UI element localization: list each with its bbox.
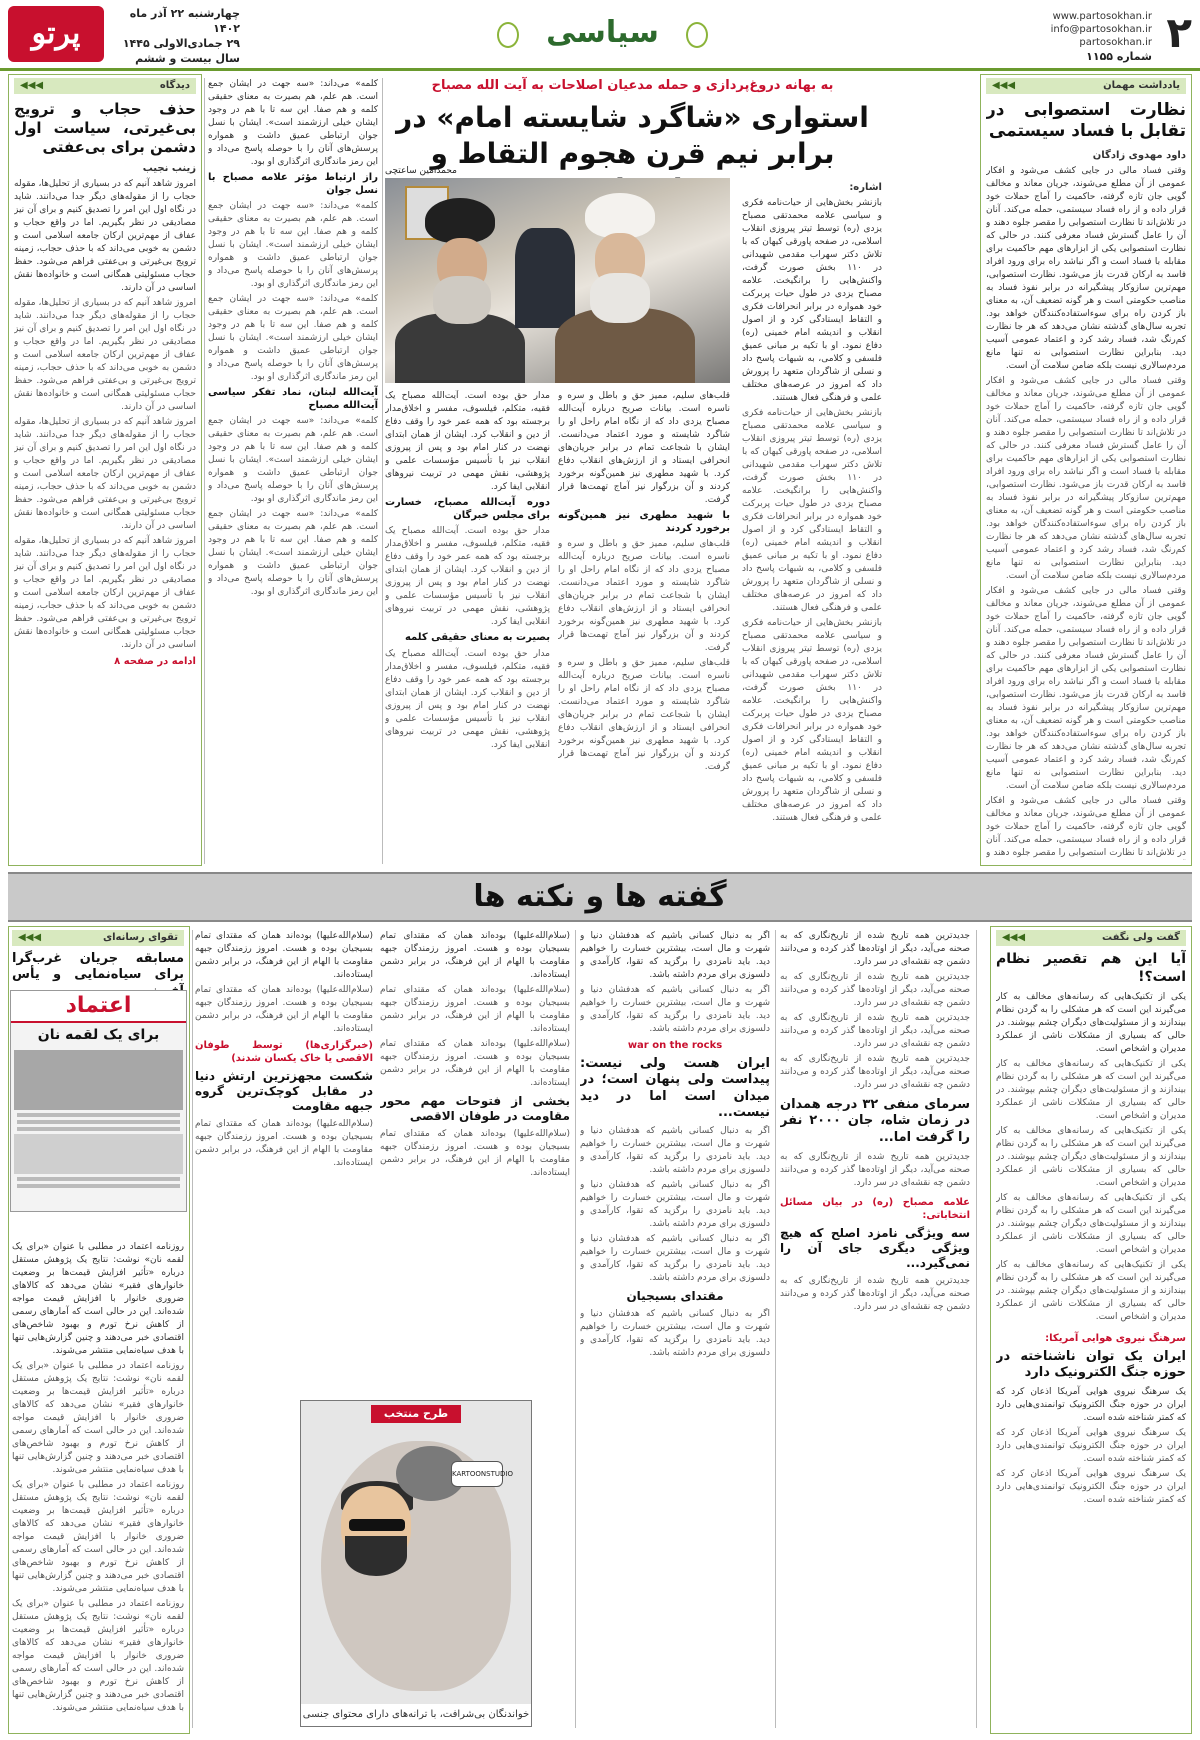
arrows-icon: ◀◀◀ bbox=[20, 80, 44, 91]
feature-col-d-cont2: کلمه» می‌داند: «سه جهت در ایشان جمع است. هم علم، هم بصیرت به معنای حقیقی کلمه و هم صفا. این سه تا با هم در وجود ایشان خیلی ارزشمند است». ایشان با نسل جوان ارتباطی عمیق داشت و همواره پرسش‌های آنان را با حوصله پاسخ می‌داد و این رمز ماندگاری اثرگذاری او بود. bbox=[208, 294, 378, 382]
c1-body-2-cont: یک سرهنگ نیروی هوایی آمریکا اذعان کرد که ایران در حوزه جنگ الکترونیک توانمندی‌هایی دارد که کمتر شناخته شده است. bbox=[996, 1427, 1186, 1464]
viewpoint-body-cont3: امروز شاهد آنیم که در بسیاری از تحلیل‌ها، مقوله حجاب را از مقوله‌های دیگر جدا می‌دانند. شاید در نگاه اول این امر را تصدیق کنیم و برای آن نیز مصادیقی در نظر بگیریم. اما در واقع حجاب و عفاف از مهم‌ترین ارکان جامعه اسلامی است و دشمن به خوبی می‌داند که با حذف حجاب، زمینه ترویج بی‌غیرتی و بی‌عفتی فراهم می‌شود. حفظ حجاب مسئولیتی همگانی است و خانواده‌ها نقش اساسی در آن دارند. bbox=[14, 536, 196, 651]
date-hijri: ۲۹ جمادی‌الاولی ۱۴۴۵ bbox=[122, 37, 240, 50]
feature-author: محمدامین ساعتچی bbox=[385, 166, 457, 176]
c2-headline-2[interactable]: سه ویژگی نامزد اصلح که هیچ ویژگی دیگری جای آن را نمی‌گیرد... bbox=[780, 1225, 970, 1270]
feature-subhead-2: راز ارتباط مؤثر علامه مصباح با نسل جوان bbox=[208, 172, 378, 196]
viewpoint-kicker: دیدگاه ◀◀◀ bbox=[14, 78, 196, 94]
c3-headline[interactable]: ایران هست ولی نیست: پیداست ولی پنهان است؛ در میدان است اما در دید نیست... bbox=[580, 1056, 770, 1120]
c1-body-cont3: یکی از تکنیک‌هایی که رسانه‌های مخالف به کار می‌گیرند این است که هر مشکلی را به گردن نظام بیندازند و از مسئولیت‌های دیگران چشم بپوشند. در حالی که بسیاری از مشکلات ناشی از عملکرد مدیران و اشخاص است. bbox=[996, 1193, 1186, 1255]
guest-note-body-cont2: وقتی فساد مالی در جایی کشف می‌شود و افکار عمومی از آن مطلع می‌شوند، جریان معاند و مخالف گویی جان تازه گرفته، حاکمیت را آماج حملات خود قرار داده و از راه فساد سیستمی، حمله می‌کند. آنان در تلاش‌اند تا نظارت استصوابی را مقصر جلوه دهند و آن را عامل گسترش فساد معرفی کنند. در حالی که نظارت استصوابی یکی از ابزارهای مهم حاکمیت برای مقابله با فساد است و اگر نباشد راه برای ورود افراد فاسد به ارکان قدرت باز می‌شود. نظارت استصوابی، مهم‌ترین سازوکار پیشگیرانه در برابر نفوذ فساد به مناصب حکومتی است و هر گونه تضعیف آن، به معنای باز کردن راه برای سوءاستفاده‌کنندگان خواهد بود. تجربه سال‌های گذشته نشان می‌دهد که هر جا نظارت کم‌رنگ شد، فساد رشد کرد و اعتماد عمومی آسیب دید. بنابراین نظارت استصوابی نه تنها مانع مردم‌سالاری نیست بلکه ضامن سلامت آن است. bbox=[986, 585, 1186, 791]
column-divider bbox=[204, 78, 205, 864]
newspaper-image bbox=[14, 1134, 183, 1174]
c5-headline[interactable]: مسابقه جریان غرب‌گرا برای سیاه‌نمایی و یأس bbox=[12, 951, 184, 983]
cartoon-signature: KARTOONSTUDIO bbox=[451, 1461, 503, 1487]
header-urls bbox=[1051, 10, 1152, 49]
feature-col-b-body: قلب‌های سلیم، ممیز حق و باطل و سره و ناسره است. بیانات صریح درباره آیت‌الله مصباح یزدی داد که از نگاه امام راحل او را شاگرد شایسته و مورد اعتماد می‌دانست. ایشان با شجاعت تمام در برابر جریان‌های انحرافی ایستاد و از ارزش‌های انقلاب دفاع کرد. با شهید مطهری نیز همین‌گونه برخورد کردند و آن بزرگوار نیز آماج تهمت‌ها قرار گرفت. bbox=[558, 391, 730, 505]
c2-subkicker: علامه مصباح (ره) در بیان مسائل انتخاباتی: bbox=[780, 1196, 970, 1221]
arrows-icon: ◀◀◀ bbox=[1002, 932, 1026, 943]
c2-body: جدیدترین همه تاریخ شده از تاریخ‌نگاری که به صحنه می‌آید، دیگر از اوتاده‌ها گذر کرده و می‌دانند دشمن چه نقشه‌ای در سر دارد. bbox=[780, 931, 970, 967]
c2-headline[interactable]: سرمای منفی ۳۲ درجه همدان در زمان شاه، جان ۲۰۰۰ نفر را گرفت اما... bbox=[780, 1097, 970, 1145]
bottom-col-1 bbox=[996, 930, 1186, 1728]
column-divider bbox=[192, 930, 193, 1728]
issue-number: شماره ۱۱۵۵ bbox=[1086, 50, 1152, 63]
c1-body-cont: یکی از تکنیک‌هایی که رسانه‌های مخالف به کار می‌گیرند این است که هر مشکلی را به گردن نظام بیندازند و از مسئولیت‌های دیگران چشم بپوشند. در حالی که بسیاری از مشکلات ناشی از عملکرد مدیران و اشخاص است. bbox=[996, 1059, 1186, 1121]
c2-body-cont4: جدیدترین همه تاریخ شده از تاریخ‌نگاری که به صحنه می‌آید، دیگر از اوتاده‌ها گذر کرده و می‌دانند دشمن چه نقشه‌ای در سر دارد. bbox=[780, 1151, 970, 1188]
newspaper-image bbox=[14, 1050, 183, 1110]
feature-col-a bbox=[742, 178, 882, 864]
guest-note-kicker: یادداشت مهمان ◀◀◀ bbox=[986, 78, 1186, 94]
c4b-body-cont2: (سلام‌الله‌علیها) بوده‌اند همان که مقتدای تمام بسیجیان بوده و هست. امروز رزمندگان جبهه مقاومت با الهام از این فرهنگ، در برابر دشمن ایستاده‌اند. bbox=[195, 1119, 373, 1168]
bottom-col-2 bbox=[780, 930, 970, 1728]
viewpoint-body-cont2: امروز شاهد آنیم که در بسیاری از تحلیل‌ها، مقوله حجاب را از مقوله‌های دیگر جدا می‌دانند. شاید در نگاه اول این امر را تصدیق کنیم و برای آن نیز مصادیقی در نظر بگیریم. اما در واقع حجاب و عفاف از مهم‌ترین ارکان جامعه اسلامی است و دشمن به خوبی می‌داند که با حذف حجاب، زمینه ترویج بی‌غیرتی و بی‌عفتی فراهم می‌شود. حفظ حجاب مسئولیتی همگانی است و خانواده‌ها نقش اساسی در آن دارند. bbox=[14, 417, 196, 532]
c1-body-cont2: یکی از تکنیک‌هایی که رسانه‌های مخالف به کار می‌گیرند این است که هر مشکلی را به گردن نظام بیندازند و از مسئولیت‌های دیگران چشم بپوشند. در حالی که بسیاری از مشکلات ناشی از عملکرد مدیران و اشخاص است. bbox=[996, 1126, 1186, 1188]
guest-note-headline[interactable]: نظارت استصوابی در تقابل با فساد سیستمی bbox=[986, 100, 1186, 142]
c3-body-cont4: اگر به دنبال کسانی باشیم که هدفشان دنیا و شهرت و مال است، بیشترین خسارت را خواهیم دید. باید نامزدی را برگزید که تقوا، کارآمدی و دلسوزی برای مردم داشته باشد. bbox=[580, 1234, 770, 1283]
c5-body: روزنامه اعتماد در مطلبی با عنوان «برای یک لقمه نان» نوشت: نتایج یک پژوهش مستقل درباره «تأثیر افزایش قیمت‌ها بر وضعیت خانوارهای فقیر» نشان می‌دهد که کالاهای ضروری خانوار با افزایش قیمت مواجه شده‌اند. این در حالی است که آمارهای رسمی از کاهش نرخ تورم و بهبود شاخص‌های اقتصادی خبر می‌دهند و چنین گزارش‌هایی تنها با هدف سیاه‌نمایی منتشر می‌شوند. bbox=[12, 1241, 184, 1356]
feature-col-a-cont: بازنشر بخش‌هایی از حیات‌نامه فکری و سیاسی علامه محمدتقی مصباح یزدی (ره) توسط تیتر پیروزی انقلاب اسلامی، در صفحه پاورقی کیهان که با تلاش دکتر سهراب مقدمی شهیدانی در ۱۱۰ بخش صورت گرفت، واکنش‌هایی را برانگیخت. علامه مصباح یزدی در طول حیات پربرکت خود همواره در برابر انحرافات فکری و التقاط ایستادگی کرد و از اصول انقلاب و اندیشه امام خمینی (ره) دفاع نمود. او با تکیه بر مبانی عمیق فلسفی و کلامی، به شبهات پاسخ داد و نسلی از شاگردان متعهد را پرورش داد که امروز در عرصه‌های مختلف علمی و فرهنگی فعال هستند. bbox=[742, 408, 882, 613]
feature-subhead-1: با شهید مطهری نیز همین‌گونه برخورد کردند bbox=[558, 510, 730, 534]
c5-body-cont: روزنامه اعتماد در مطلبی با عنوان «برای یک لقمه نان» نوشت: نتایج یک پژوهش مستقل درباره «تأثیر افزایش قیمت‌ها بر وضعیت خانوارهای فقیر» نشان می‌دهد که کالاهای ضروری خانوار با افزایش قیمت مواجه شده‌اند. این در حالی است که آمارهای رسمی از کاهش نرخ تورم و بهبود شاخص‌های اقتصادی خبر می‌دهند و چنین گزارش‌هایی تنها با هدف سیاه‌نمایی منتشر می‌شوند. bbox=[12, 1360, 184, 1475]
figure bbox=[433, 276, 491, 324]
sayings-banner bbox=[8, 872, 1192, 922]
bottom-col-4 bbox=[380, 930, 570, 1395]
guest-note-author: داود مهدوی زادگان bbox=[1092, 149, 1186, 161]
feature-col-b-cont: قلب‌های سلیم، ممیز حق و باطل و سره و ناسره است. بیانات صریح درباره آیت‌الله مصباح یزدی داد که از نگاه امام راحل او را شاگرد شایسته و مورد اعتماد می‌دانست. ایشان با شجاعت تمام در برابر جریان‌های انحرافی ایستاد و از ارزش‌های انقلاب دفاع کرد. با شهید مطهری نیز همین‌گونه برخورد کردند و آن بزرگوار نیز آماج تهمت‌ها قرار گرفت. bbox=[558, 539, 730, 653]
c4-headline-2[interactable]: شکست مجهزترین ارتش دنیا در مقابل کوچک‌ترین گروه جبهه مقاومت bbox=[195, 1069, 373, 1113]
c1-body-cont4: یکی از تکنیک‌هایی که رسانه‌های مخالف به کار می‌گیرند این است که هر مشکلی را به گردن نظام بیندازند و از مسئولیت‌های دیگران چشم بپوشند. در حالی که بسیاری از مشکلات ناشی از عملکرد مدیران و اشخاص است. bbox=[996, 1260, 1186, 1322]
feature-col-c-cont2: مدار حق بوده است. آیت‌الله مصباح یک فقیه، متکلم، فیلسوف، مفسر و اخلاق‌مدار برجسته بود که همه عمر خود را وقف دفاع از دین و انقلاب کرد. ایشان از همان ابتدای نهضت در کنار امام بود و پس از پیروزی انقلاب نیز با تأسیس مؤسسات علمی و پژوهشی، نقش مهمی در تربیت نیروهای انقلابی ایفا کرد. bbox=[385, 648, 550, 750]
column-divider bbox=[775, 930, 776, 1728]
guest-note-body-cont3: وقتی فساد مالی در جایی کشف می‌شود و افکار عمومی از آن مطلع می‌شوند، جریان معاند و مخالف گویی جان تازه گرفته، حاکمیت را آماج حملات خود قرار داده و از راه فساد سیستمی، حمله می‌کند. آنان در تلاش‌اند تا نظارت استصوابی را مقصر جلوه دهند و bbox=[986, 795, 1186, 858]
featured-cartoon bbox=[300, 1400, 532, 1727]
viewpoint-author: زینب نجیب bbox=[142, 163, 196, 175]
c4-body-cont2: (سلام‌الله‌علیها) بوده‌اند همان که مقتدای تمام بسیجیان بوده و هست. امروز رزمندگان جبهه مقاومت با الهام از این فرهنگ، در برابر دشمن ایستاده‌اند. bbox=[380, 1039, 570, 1088]
figure bbox=[590, 273, 650, 323]
c1-body-2-cont2: یک سرهنگ نیروی هوایی آمریکا اذعان کرد که ایران در حوزه جنگ الکترونیک توانمندی‌هایی دارد که کمتر شناخته شده است. bbox=[996, 1468, 1186, 1505]
feature-col-d-body: کلمه» می‌داند: «سه جهت در ایشان جمع است. هم علم، هم بصیرت به معنای حقیقی کلمه و هم صفا. این سه تا با هم در وجود ایشان خیلی ارزشمند است». ایشان با نسل جوان ارتباطی عمیق داشت و همواره پرسش‌های آنان را با حوصله پاسخ می‌داد و این رمز ماندگاری اثرگذاری او بود. bbox=[208, 79, 378, 167]
c2-body-cont5: جدیدترین همه تاریخ شده از تاریخ‌نگاری که به صحنه می‌آید، دیگر از اوتاده‌ها گذر کرده و می‌دانند دشمن چه نقشه‌ای در سر دارد. bbox=[780, 1275, 970, 1312]
c4-body: (سلام‌الله‌علیها) بوده‌اند همان که مقتدای تمام بسیجیان بوده و هست. امروز رزمندگان جبهه مقاومت با الهام از این فرهنگ، در برابر دشمن ایستاده‌اند. bbox=[380, 931, 570, 980]
feature-subhead-3: دوره آیت‌الله مصباح، خسارت برای مجلس خبرگان bbox=[385, 497, 550, 521]
viewpoint-body-cont: امروز شاهد آنیم که در بسیاری از تحلیل‌ها، مقوله حجاب را از مقوله‌های دیگر جدا می‌دانند. شاید در نگاه اول این امر را تصدیق کنیم و برای آن نیز مصادیقی در نظر بگیریم. اما در واقع حجاب و عفاف از مهم‌ترین ارکان جامعه اسلامی است و دشمن به خوبی می‌داند که با حذف حجاب، زمینه ترویج بی‌غیرتی و بی‌عفتی فراهم می‌شود. حفظ حجاب مسئولیتی همگانی است و خانواده‌ها نقش اساسی در آن دارند. bbox=[14, 298, 196, 413]
c3-body-cont3: اگر به دنبال کسانی باشیم که هدفشان دنیا و شهرت و مال است، بیشترین خسارت را خواهیم دید. باید نامزدی را برگزید که تقوا، کارآمدی و دلسوزی برای مردم داشته باشد. bbox=[580, 1180, 770, 1229]
text-line bbox=[17, 1113, 180, 1117]
c5-body-cont2: روزنامه اعتماد در مطلبی با عنوان «برای یک لقمه نان» نوشت: نتایج یک پژوهش مستقل درباره «تأثیر افزایش قیمت‌ها بر وضعیت خانوارهای فقیر» نشان می‌دهد که کالاهای ضروری خانوار با افزایش قیمت مواجه شده‌اند. این در حالی است که آمارهای رسمی از کاهش نرخ تورم و بهبود شاخص‌های اقتصادی خبر می‌دهند و چنین گزارش‌هایی تنها با هدف سیاه‌نمایی منتشر می‌شوند. bbox=[12, 1479, 184, 1594]
feature-col-a-body: بازنشر بخش‌هایی از حیات‌نامه فکری و سیاسی علامه محمدتقی مصباح یزدی (ره) توسط تیتر پیروزی انقلاب اسلامی، در صفحه پاورقی کیهان که با تلاش دکتر سهراب مقدمی شهیدانی در ۱۱۰ بخش صورت گرفت، واکنش‌هایی را برانگیخت. علامه مصباح یزدی در طول حیات پربرکت خود همواره در برابر انحرافات فکری و التقاط ایستادگی کرد و از اصول انقلاب و اندیشه امام خمینی (ره) دفاع نمود. او با تکیه بر مبانی عمیق فلسفی و کلامی، به شبهات پاسخ داد و نسلی از شاگردان متعهد را پرورش داد که امروز در عرصه‌های مختلف علمی و فرهنگی فعال هستند. bbox=[742, 198, 882, 403]
volume-year: سال بیست و ششم bbox=[135, 52, 240, 65]
section-title: سیاسی bbox=[546, 15, 659, 50]
banner-title: گفته ها و نکته ها bbox=[473, 879, 727, 914]
c4b-body: (سلام‌الله‌علیها) بوده‌اند همان که مقتدای تمام بسیجیان بوده و هست. امروز رزمندگان جبهه مقاومت با الهام از این فرهنگ، در برابر دشمن ایستاده‌اند. bbox=[195, 931, 373, 980]
feature-subhead-5: آیت‌الله لبنان، نماد تفکر سیاسی آیت‌الله مصباح bbox=[208, 387, 378, 411]
section-title-box bbox=[515, 10, 690, 56]
cartoon-shape bbox=[345, 1536, 407, 1576]
feature-col-d-cont3: کلمه» می‌داند: «سه جهت در ایشان جمع است. هم علم، هم بصیرت به معنای حقیقی کلمه و هم صفا. این سه تا با هم در وجود ایشان خیلی ارزشمند است». ایشان با نسل جوان ارتباطی عمیق داشت و همواره پرسش‌های آنان را با حوصله پاسخ می‌داد و این رمز ماندگاری اثرگذاری او بود. bbox=[208, 416, 378, 504]
feature-col-c-cont: مدار حق بوده است. آیت‌الله مصباح یک فقیه، متکلم، فیلسوف، مفسر و اخلاق‌مدار برجسته بود که همه عمر خود را وقف دفاع از دین و انقلاب کرد. ایشان از همان ابتدای نهضت در کنار امام بود و پس از پیروزی انقلاب نیز با تأسیس مؤسسات علمی و پژوهشی، نقش مهمی در تربیت نیروهای انقلابی ایفا کرد. bbox=[385, 526, 550, 627]
arrows-icon: ◀◀◀ bbox=[992, 80, 1016, 91]
feature-col-d-cont: کلمه» می‌داند: «سه جهت در ایشان جمع است. هم علم، هم بصیرت به معنای حقیقی کلمه و هم صفا. این سه تا با هم در وجود ایشان خیلی ارزشمند است». ایشان با نسل جوان ارتباطی عمیق داشت و همواره پرسش‌های آنان را با حوصله پاسخ می‌داد و این رمز ماندگاری اثرگذاری او بود. bbox=[208, 201, 378, 289]
feature-col-c-body: مدار حق بوده است. آیت‌الله مصباح یک فقیه، متکلم، فیلسوف، مفسر و اخلاق‌مدار برجسته بود که همه عمر خود را وقف دفاع از دین و انقلاب کرد. ایشان از همان ابتدای نهضت در کنار امام بود و پس از پیروزی انقلاب نیز با تأسیس مؤسسات علمی و پژوهشی، نقش مهمی در تربیت نیروهای انقلابی ایفا کرد. bbox=[385, 391, 550, 492]
viewpoint-column bbox=[14, 78, 196, 860]
guest-note-column bbox=[986, 78, 1186, 860]
feature-col-b bbox=[558, 390, 730, 864]
header-dates bbox=[110, 6, 240, 66]
social-link[interactable]: partosokhan.ir bbox=[1079, 37, 1152, 48]
email-link[interactable]: info@partosokhan.ir bbox=[1050, 24, 1152, 35]
c3-body-cont5: اگر به دنبال کسانی باشیم که هدفشان دنیا و شهرت و مال است، بیشترین خسارت را خواهیم دید. باید نامزدی را برگزید که تقوا، کارآمدی و دلسوزی برای مردم داشته باشد. bbox=[580, 1309, 770, 1358]
date-persian: چهارشنبه ۲۲ آذر ماه ۱۴۰۲ bbox=[129, 7, 240, 35]
cartoon-title: طرح منتخب bbox=[371, 1405, 461, 1423]
bottom-col-3 bbox=[580, 930, 770, 1728]
c3-body-cont2: اگر به دنبال کسانی باشیم که هدفشان دنیا و شهرت و مال است، بیشترین خسارت را خواهیم دید. باید نامزدی را برگزید که تقوا، کارآمدی و دلسوزی برای مردم داشته باشد. bbox=[580, 1126, 770, 1175]
figure bbox=[425, 198, 495, 243]
c2-body-cont3: جدیدترین همه تاریخ شده از تاریخ‌نگاری که به صحنه می‌آید، دیگر از اوتاده‌ها گذر کرده و می‌دانند دشمن چه نقشه‌ای در سر دارد. bbox=[780, 1054, 970, 1090]
guest-note-body-cont: وقتی فساد مالی در جایی کشف می‌شود و افکار عمومی از آن مطلع می‌شوند، جریان معاند و مخالف گویی جان تازه گرفته، حاکمیت را آماج حملات خود قرار داده و از راه فساد سیستمی، حمله می‌کند. آنان در تلاش‌اند تا نظارت استصوابی را مقصر جلوه دهند و آن را عامل گسترش فساد معرفی کنند. در حالی که نظارت استصوابی یکی از ابزارهای مهم حاکمیت برای مقابله با فساد است و اگر نباشد راه برای ورود افراد فاسد به ارکان قدرت باز می‌شود. نظارت استصوابی، مهم‌ترین سازوکار پیشگیرانه در برابر نفوذ فساد به مناصب حکومتی است و هر گونه تضعیف آن، به معنای باز کردن راه برای سوءاستفاده‌کنندگان خواهد بود. تجربه سال‌های گذشته نشان می‌دهد که هر جا نظارت کم‌رنگ شد، فساد رشد کرد و اعتماد عمومی آسیب دید. بنابراین نظارت استصوابی نه تنها مانع مردم‌سالاری نیست بلکه ضامن سلامت آن است. bbox=[986, 375, 1186, 581]
ornament-icon bbox=[686, 22, 708, 48]
text-line bbox=[17, 1127, 180, 1131]
c3-subhead: مقتدای بسیجیان bbox=[626, 1289, 724, 1303]
newspaper-logo[interactable]: پرتو bbox=[8, 6, 104, 62]
c4b-body-cont: (سلام‌الله‌علیها) بوده‌اند همان که مقتدای تمام بسیجیان بوده و هست. امروز رزمندگان جبهه مقاومت با الهام از این فرهنگ، در برابر دشمن ایستاده‌اند. bbox=[195, 985, 373, 1034]
viewpoint-headline[interactable]: حذف حجاب و ترویج بی‌غیرتی، سیاست اول دشمن برای بی‌عفتی bbox=[14, 100, 196, 156]
column-divider bbox=[976, 930, 977, 1728]
text-line bbox=[17, 1177, 180, 1181]
ornament-icon bbox=[497, 22, 519, 48]
c5-body-cont3: روزنامه اعتماد در مطلبی با عنوان «برای یک لقمه نان» نوشت: نتایج یک پژوهش مستقل درباره «تأثیر افزایش قیمت‌ها بر وضعیت خانوارهای فقیر» نشان می‌دهد که کالاهای ضروری خانوار با افزایش قیمت مواجه شده‌اند. این در حالی است که آمارهای رسمی از کاهش نرخ تورم و بهبود شاخص‌های اقتصادی خبر می‌دهند و چنین گزارش‌هایی تنها با هدف سیاه‌نمایی منتشر می‌شوند. bbox=[12, 1598, 184, 1713]
feature-intro-label: اشاره: bbox=[849, 182, 882, 193]
c3-body-cont: اگر به دنبال کسانی باشیم که هدفشان دنیا و شهرت و مال است، بیشترین خسارت را خواهیم دید. باید نامزدی را برگزید که تقوا، کارآمدی و دلسوزی برای مردم داشته باشد. bbox=[580, 985, 770, 1034]
feature-col-a-cont2: بازنشر بخش‌هایی از حیات‌نامه فکری و سیاسی علامه محمدتقی مصباح یزدی (ره) توسط تیتر پیروزی انقلاب اسلامی، در صفحه پاورقی کیهان که با تلاش دکتر سهراب مقدمی شهیدانی در ۱۱۰ بخش صورت گرفت، واکنش‌هایی را برانگیخت. علامه مصباح یزدی در طول حیات پربرکت خود همواره در برابر انحرافات فکری و التقاط ایستادگی کرد و از اصول انقلاب و اندیشه امام خمینی (ره) دفاع نمود. او با تکیه بر مبانی عمیق فلسفی و کلامی، به شبهات پاسخ داد و نسلی از شاگردان متعهد را پرورش داد که امروز در عرصه‌های مختلف علمی و فرهنگی فعال هستند. bbox=[742, 618, 882, 823]
feature-col-c bbox=[385, 390, 550, 864]
arrows-icon: ◀◀◀ bbox=[18, 932, 42, 943]
c1-body-2: یک سرهنگ نیروی هوایی آمریکا اذعان کرد که ایران در حوزه جنگ الکترونیک توانمندی‌هایی دارد که کمتر شناخته شده است. bbox=[996, 1386, 1186, 1423]
column-divider bbox=[575, 930, 576, 1728]
c1-headline-2[interactable]: ایران یک توان ناشناخته در حوزه جنگ الکترونیک دارد bbox=[996, 1349, 1186, 1381]
feature-col-d bbox=[208, 78, 378, 864]
c4-headline[interactable]: بخشی از فتوحات مهم محور مقاومت در طوفان الاقصی bbox=[380, 1094, 570, 1123]
text-line bbox=[17, 1184, 180, 1188]
viewpoint-body: امروز شاهد آنیم که در بسیاری از تحلیل‌ها، مقوله حجاب را از مقوله‌های دیگر جدا می‌دانند. شاید در نگاه اول این امر را تصدیق کنیم و برای آن نیز مصادیقی در نظر بگیریم. اما در واقع حجاب و عفاف از مهم‌ترین ارکان جامعه اسلامی است و دشمن به خوبی می‌داند که با حذف حجاب، زمینه ترویج بی‌غیرتی و بی‌عفتی فراهم می‌شود. حفظ حجاب مسئولیتی همگانی است و خانواده‌ها نقش اساسی در آن دارند. bbox=[14, 179, 196, 294]
bottom-col-4b bbox=[195, 930, 373, 1395]
cartoon-caption: خواندنگان بی‌شرافت، با ترانه‌های دارای محتوای جنسی bbox=[301, 1704, 531, 1726]
feature-col-d-cont4: کلمه» می‌داند: «سه جهت در ایشان جمع است. هم علم، هم بصیرت به معنای حقیقی کلمه و هم صفا. این سه تا با هم در وجود ایشان خیلی ارزشمند است». ایشان با نسل جوان ارتباطی عمیق داشت و همواره پرسش‌های آنان را با حوصله پاسخ می‌داد و این رمز ماندگاری اثرگذاری او بود. bbox=[208, 509, 378, 597]
newspaper-masthead: اعتماد bbox=[11, 991, 186, 1023]
c1-kicker: گفت ولی نگفت ◀◀◀ bbox=[996, 930, 1186, 946]
header-info bbox=[1042, 6, 1192, 64]
newspaper-thumbnail bbox=[10, 990, 187, 1212]
page-number: ۲ bbox=[1166, 8, 1192, 57]
c4-body-cont3: (سلام‌الله‌علیها) بوده‌اند همان که مقتدای تمام بسیجیان بوده و هست. امروز رزمندگان جبهه مقاومت با الهام از این فرهنگ، در برابر دشمن ایستاده‌اند. bbox=[380, 1129, 570, 1178]
c2-body-cont: جدیدترین همه تاریخ شده از تاریخ‌نگاری که به صحنه می‌آید، دیگر از اوتاده‌ها گذر کرده و می‌دانند دشمن چه نقشه‌ای در سر دارد. bbox=[780, 972, 970, 1008]
c4-body-cont: (سلام‌الله‌علیها) بوده‌اند همان که مقتدای تمام بسیجیان بوده و هست. امروز رزمندگان جبهه مقاومت با الهام از این فرهنگ، در برابر دشمن ایستاده‌اند. bbox=[380, 985, 570, 1034]
text-line bbox=[17, 1120, 180, 1124]
continue-link[interactable]: ادامه در صفحه ۸ bbox=[114, 656, 196, 668]
feature-col-b-cont2: قلب‌های سلیم، ممیز حق و باطل و سره و ناسره است. بیانات صریح درباره آیت‌الله مصباح یزدی داد که از نگاه امام راحل او را شاگرد شایسته و مورد اعتماد می‌دانست. ایشان با شجاعت تمام در برابر جریان‌های انحرافی ایستاد و از ارزش‌های انقلاب دفاع کرد. با شهید مطهری نیز همین‌گونه برخورد کردند و آن بزرگوار نیز آماج تهمت‌ها قرار گرفت. bbox=[558, 658, 730, 772]
c3-body: اگر به دنبال کسانی باشیم که هدفشان دنیا و شهرت و مال است، بیشترین خسارت را خواهیم دید. باید نامزدی را برگزید که تقوا، کارآمدی و دلسوزی برای مردم داشته باشد. bbox=[580, 931, 770, 980]
feature-headline[interactable]: استواری «شاگرد شایسته امام» در برابر نیم قرن هجوم التقاط و bbox=[396, 101, 869, 170]
feature-kicker: به بهانه دروغ‌پردازی و حمله مدعیان اصلاحات به آیت الله مصباح bbox=[431, 78, 834, 93]
c5-kicker: تقوای رسانه‌ای ◀◀◀ bbox=[12, 930, 184, 946]
website-link[interactable]: www.partosokhan.ir bbox=[1052, 11, 1152, 22]
c2-body-cont2: جدیدترین همه تاریخ شده از تاریخ‌نگاری که به صحنه می‌آید، دیگر از اوتاده‌ها گذر کرده و می‌دانند دشمن چه نقشه‌ای در سر دارد. bbox=[780, 1013, 970, 1049]
figure bbox=[515, 228, 575, 328]
feature-photo bbox=[385, 178, 730, 383]
c4-subkicker: (خبرگزاری‌ها) توسط طوفان الاقصی یا خاک یکسان شدند) bbox=[195, 1040, 373, 1064]
c1-body: یکی از تکنیک‌هایی که رسانه‌های مخالف به کار می‌گیرند این است که هر مشکلی را به گردن نظام بیندازند و از مسئولیت‌های دیگران چشم بپوشند. در حالی که بسیاری از مشکلات ناشی از عملکرد مدیران و اشخاص است. bbox=[996, 992, 1186, 1054]
column-divider bbox=[382, 78, 383, 864]
cartoon-shape bbox=[349, 1519, 405, 1531]
feature-subhead-4: بصیرت به معنای حقیقی کلمه bbox=[404, 632, 550, 643]
figure bbox=[585, 193, 655, 238]
c1-subkicker: سرهنگ نیروی هوایی آمریکا: bbox=[1045, 1333, 1186, 1344]
guest-note-body: وقتی فساد مالی در جایی کشف می‌شود و افکار عمومی از آن مطلع می‌شوند، جریان معاند و مخالف گویی جان تازه گرفته، حاکمیت را آماج حملات خود قرار داده و از راه فساد سیستمی، حمله می‌کند. آنان در تلاش‌اند تا نظارت استصوابی را مقصر جلوه دهند و آن را عامل گسترش فساد معرفی کنند. در حالی که نظارت استصوابی یکی از ابزارهای مهم حاکمیت برای مقابله با فساد است و اگر نباشد راه برای ورود افراد فاسد به ارکان قدرت باز می‌شود. نظارت استصوابی، مهم‌ترین سازوکار پیشگیرانه در برابر نفوذ فساد به مناصب حکومتی است و هر گونه تضعیف آن، به معنای باز کردن راه برای سوءاستفاده‌کنندگان خواهد بود. تجربه سال‌های گذشته نشان می‌دهد که هر جا نظارت کم‌رنگ شد، فساد رشد کرد و اعتماد عمومی آسیب دید. بنابراین نظارت استصوابی نه تنها مانع مردم‌سالاری نیست بلکه ضامن سلامت آن است. bbox=[986, 165, 1186, 371]
page-header bbox=[0, 0, 1200, 71]
c3-source-tag: war on the rocks bbox=[627, 1040, 723, 1051]
c1-headline[interactable]: آیا این هم تقصیر نظام است؟! bbox=[996, 951, 1186, 985]
newspaper-headline: برای یک لقمه نان bbox=[37, 1027, 160, 1043]
